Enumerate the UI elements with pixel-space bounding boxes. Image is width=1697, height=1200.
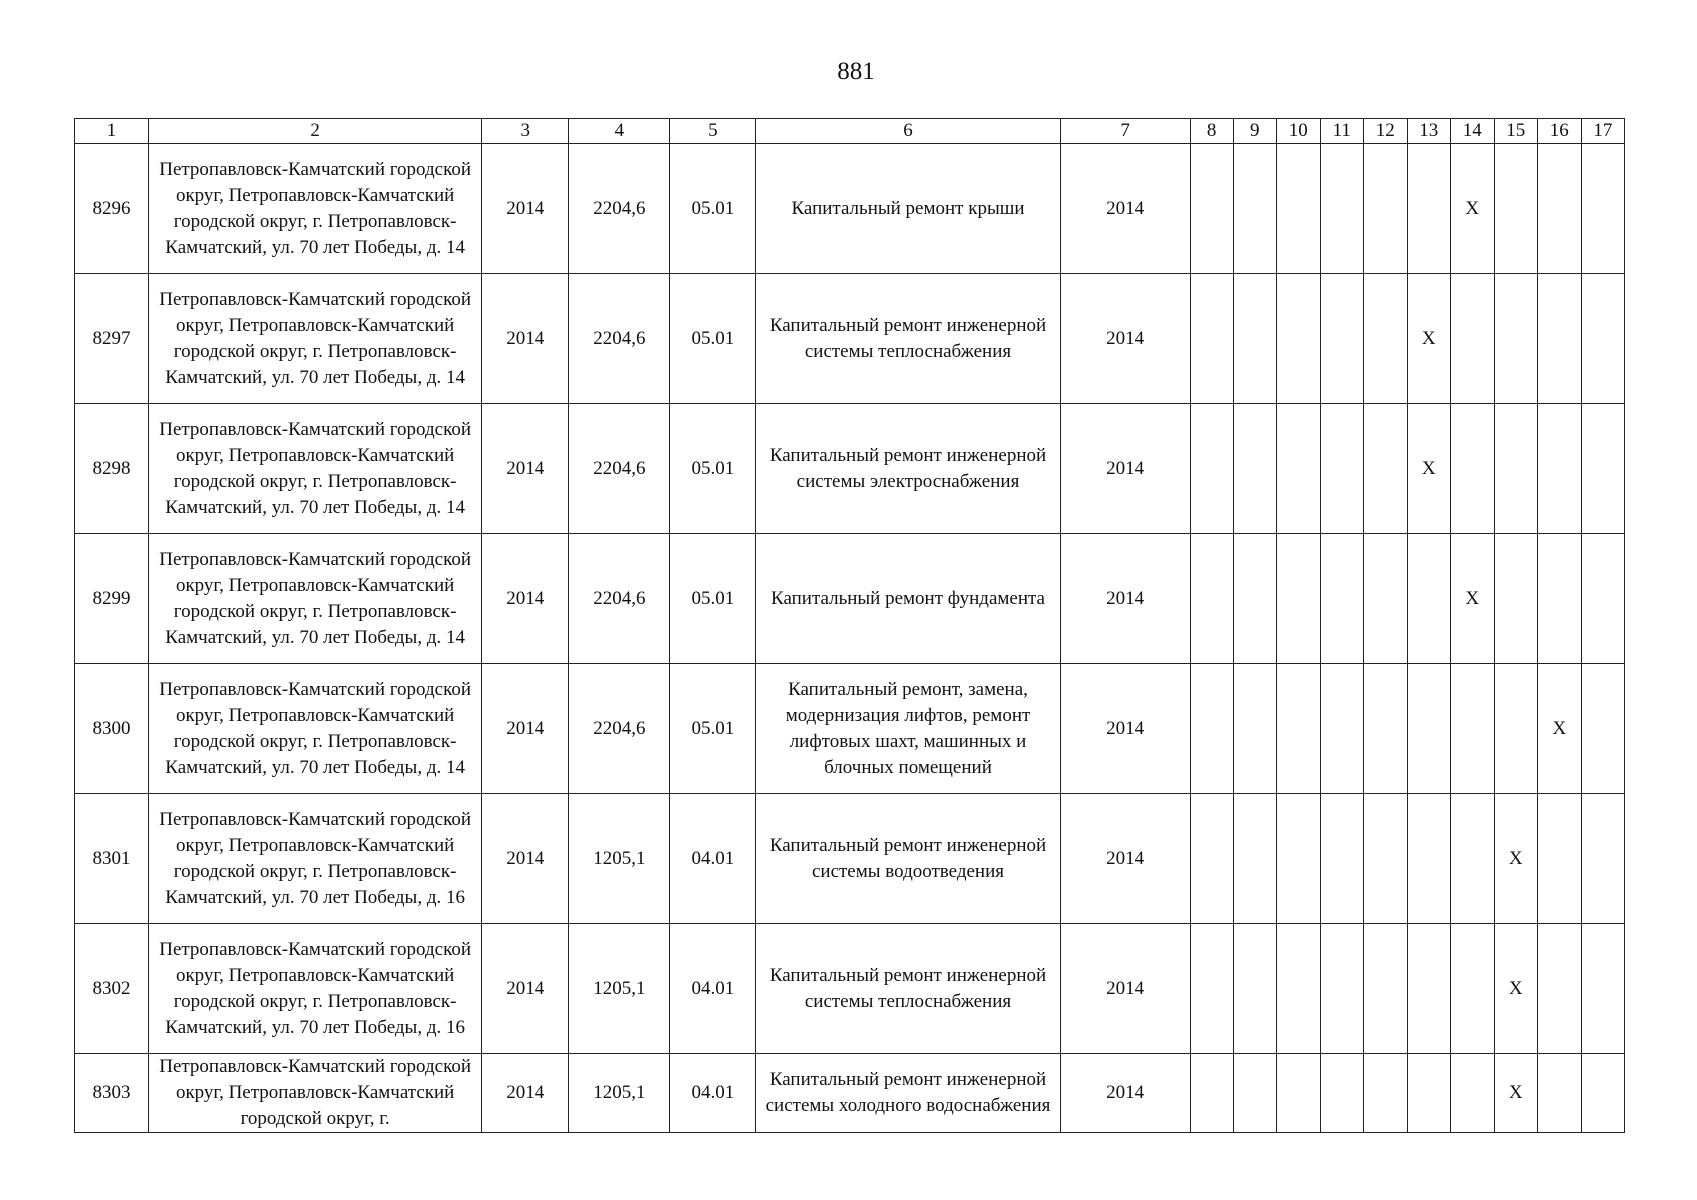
column-header: 8 bbox=[1190, 119, 1233, 144]
code-cell: 04.01 bbox=[670, 1054, 756, 1133]
column-header: 17 bbox=[1581, 119, 1624, 144]
table-row bbox=[75, 144, 1625, 274]
mark-cell bbox=[1494, 664, 1537, 794]
work-type-cell: Капитальный ремонт крыши bbox=[756, 144, 1060, 274]
mark-cell: X bbox=[1494, 1054, 1537, 1133]
year-cell: 2014 bbox=[482, 404, 569, 534]
mark-cell bbox=[1190, 1054, 1233, 1133]
mark-cell bbox=[1407, 144, 1450, 274]
mark-cell bbox=[1581, 274, 1624, 404]
table-body bbox=[75, 144, 1625, 1133]
mark-cell bbox=[1363, 1054, 1407, 1133]
mark-cell bbox=[1581, 1054, 1624, 1133]
work-type-cell: Капитальный ремонт инженерной системы электроснабжения bbox=[756, 404, 1060, 534]
mark-cell bbox=[1494, 144, 1537, 274]
mark-cell bbox=[1581, 144, 1624, 274]
table-row bbox=[75, 274, 1625, 404]
area-cell: 2204,6 bbox=[569, 534, 670, 664]
mark-cell bbox=[1320, 404, 1363, 534]
mark-cell bbox=[1190, 664, 1233, 794]
mark-cell bbox=[1233, 1054, 1276, 1133]
mark-cell bbox=[1190, 274, 1233, 404]
year-cell: 2014 bbox=[482, 274, 569, 404]
mark-cell bbox=[1363, 664, 1407, 794]
year-cell: 2014 bbox=[482, 1054, 569, 1133]
mark-cell bbox=[1276, 664, 1320, 794]
column-header: 9 bbox=[1233, 119, 1276, 144]
row-number: 8303 bbox=[75, 1054, 149, 1133]
area-cell: 1205,1 bbox=[569, 924, 670, 1054]
address-cell: Петропавловск-Камчатский городской округ, Петропавловск-Камчатский городской округ, г. Петропавловск-Камчатский, ул. 70 лет Победы, д. 14 bbox=[149, 534, 482, 664]
capital-repair-table bbox=[74, 118, 1625, 1133]
mark-cell bbox=[1276, 794, 1320, 924]
mark-cell bbox=[1320, 274, 1363, 404]
mark-cell bbox=[1363, 404, 1407, 534]
mark-cell: X bbox=[1407, 274, 1450, 404]
mark-cell bbox=[1581, 794, 1624, 924]
mark-cell bbox=[1407, 1054, 1450, 1133]
mark-cell bbox=[1537, 274, 1581, 404]
mark-cell bbox=[1233, 794, 1276, 924]
plan-year-cell: 2014 bbox=[1060, 1054, 1190, 1133]
mark-cell bbox=[1320, 144, 1363, 274]
row-number: 8296 bbox=[75, 144, 149, 274]
year-cell: 2014 bbox=[482, 144, 569, 274]
area-cell: 2204,6 bbox=[569, 404, 670, 534]
plan-year-cell: 2014 bbox=[1060, 144, 1190, 274]
mark-cell bbox=[1494, 274, 1537, 404]
column-header: 3 bbox=[482, 119, 569, 144]
mark-cell bbox=[1581, 664, 1624, 794]
address-cell: Петропавловск-Камчатский городской округ, Петропавловск-Камчатский городской округ, г. Петропавловск-Камчатский, ул. 70 лет Победы, д. 16 bbox=[149, 924, 482, 1054]
area-cell: 2204,6 bbox=[569, 664, 670, 794]
column-header: 15 bbox=[1494, 119, 1537, 144]
mark-cell bbox=[1276, 924, 1320, 1054]
mark-cell bbox=[1190, 794, 1233, 924]
work-type-cell: Капитальный ремонт, замена, модернизация лифтов, ремонт лифтовых шахт, машинных и блочных помещений bbox=[756, 664, 1060, 794]
row-number: 8302 bbox=[75, 924, 149, 1054]
row-number: 8297 bbox=[75, 274, 149, 404]
mark-cell bbox=[1450, 794, 1494, 924]
mark-cell: X bbox=[1537, 664, 1581, 794]
mark-cell bbox=[1190, 534, 1233, 664]
mark-cell bbox=[1581, 924, 1624, 1054]
table-row bbox=[75, 664, 1625, 794]
mark-cell bbox=[1537, 534, 1581, 664]
address-cell: Петропавловск-Камчатский городской округ, Петропавловск-Камчатский городской округ, г. Петропавловск-Камчатский, ул. 70 лет Победы, д. 16 bbox=[149, 794, 482, 924]
column-header: 13 bbox=[1407, 119, 1450, 144]
mark-cell: X bbox=[1450, 144, 1494, 274]
page-number: 881 bbox=[837, 58, 875, 85]
mark-cell bbox=[1363, 794, 1407, 924]
mark-cell bbox=[1494, 404, 1537, 534]
mark-cell bbox=[1450, 924, 1494, 1054]
area-cell: 2204,6 bbox=[569, 144, 670, 274]
work-type-cell: Капитальный ремонт инженерной системы холодного водоснабжения bbox=[756, 1054, 1060, 1133]
mark-cell bbox=[1537, 1054, 1581, 1133]
mark-cell bbox=[1537, 924, 1581, 1054]
code-cell: 05.01 bbox=[670, 664, 756, 794]
column-header: 2 bbox=[149, 119, 482, 144]
table-row bbox=[75, 924, 1625, 1054]
table-row bbox=[75, 794, 1625, 924]
plan-year-cell: 2014 bbox=[1060, 274, 1190, 404]
column-header: 6 bbox=[756, 119, 1060, 144]
plan-year-cell: 2014 bbox=[1060, 664, 1190, 794]
mark-cell: X bbox=[1450, 534, 1494, 664]
address-cell: Петропавловск-Камчатский городской округ, Петропавловск-Камчатский городской округ, г. Петропавловск-Камчатский, ул. 70 лет Победы, д. 14 bbox=[149, 404, 482, 534]
mark-cell: X bbox=[1494, 924, 1537, 1054]
mark-cell bbox=[1233, 534, 1276, 664]
mark-cell bbox=[1494, 534, 1537, 664]
mark-cell bbox=[1276, 274, 1320, 404]
mark-cell bbox=[1363, 534, 1407, 664]
mark-cell bbox=[1537, 144, 1581, 274]
mark-cell bbox=[1581, 404, 1624, 534]
column-header: 11 bbox=[1320, 119, 1363, 144]
mark-cell bbox=[1537, 794, 1581, 924]
plan-year-cell: 2014 bbox=[1060, 794, 1190, 924]
column-header: 12 bbox=[1363, 119, 1407, 144]
mark-cell bbox=[1276, 404, 1320, 534]
row-number: 8298 bbox=[75, 404, 149, 534]
row-number: 8300 bbox=[75, 664, 149, 794]
mark-cell bbox=[1407, 924, 1450, 1054]
mark-cell bbox=[1233, 924, 1276, 1054]
mark-cell bbox=[1450, 404, 1494, 534]
year-cell: 2014 bbox=[482, 924, 569, 1054]
table-row bbox=[75, 404, 1625, 534]
code-cell: 05.01 bbox=[670, 534, 756, 664]
mark-cell bbox=[1581, 534, 1624, 664]
area-cell: 2204,6 bbox=[569, 274, 670, 404]
mark-cell bbox=[1233, 274, 1276, 404]
column-header: 10 bbox=[1276, 119, 1320, 144]
mark-cell: X bbox=[1494, 794, 1537, 924]
mark-cell bbox=[1320, 794, 1363, 924]
table-row bbox=[75, 534, 1625, 664]
address-cell: Петропавловск-Камчатский городской округ, Петропавловск-Камчатский городской округ, г. Петропавловск-Камчатский, ул. 70 лет Победы, д. 14 bbox=[149, 664, 482, 794]
mark-cell bbox=[1363, 924, 1407, 1054]
mark-cell bbox=[1233, 404, 1276, 534]
column-header: 7 bbox=[1060, 119, 1190, 144]
mark-cell bbox=[1233, 144, 1276, 274]
year-cell: 2014 bbox=[482, 664, 569, 794]
mark-cell bbox=[1320, 924, 1363, 1054]
area-cell: 1205,1 bbox=[569, 794, 670, 924]
mark-cell bbox=[1190, 144, 1233, 274]
mark-cell bbox=[1276, 144, 1320, 274]
code-cell: 05.01 bbox=[670, 144, 756, 274]
column-header: 16 bbox=[1537, 119, 1581, 144]
mark-cell bbox=[1276, 1054, 1320, 1133]
column-header: 1 bbox=[75, 119, 149, 144]
mark-cell bbox=[1363, 144, 1407, 274]
plan-year-cell: 2014 bbox=[1060, 924, 1190, 1054]
mark-cell bbox=[1450, 664, 1494, 794]
mark-cell bbox=[1537, 404, 1581, 534]
column-header: 14 bbox=[1450, 119, 1494, 144]
row-number: 8299 bbox=[75, 534, 149, 664]
code-cell: 04.01 bbox=[670, 794, 756, 924]
mark-cell: X bbox=[1407, 404, 1450, 534]
plan-year-cell: 2014 bbox=[1060, 534, 1190, 664]
work-type-cell: Капитальный ремонт инженерной системы теплоснабжения bbox=[756, 274, 1060, 404]
row-number: 8301 bbox=[75, 794, 149, 924]
column-header: 5 bbox=[670, 119, 756, 144]
mark-cell bbox=[1320, 664, 1363, 794]
work-type-cell: Капитальный ремонт фундамента bbox=[756, 534, 1060, 664]
column-header: 4 bbox=[569, 119, 670, 144]
table-row bbox=[75, 1054, 1625, 1133]
header-row bbox=[75, 119, 1625, 144]
mark-cell bbox=[1407, 534, 1450, 664]
address-cell: Петропавловск-Камчатский городской округ, Петропавловск-Камчатский городской округ, г. Петропавловск-Камчатский, ул. 70 лет Победы, д. 14 bbox=[149, 144, 482, 274]
mark-cell bbox=[1320, 534, 1363, 664]
mark-cell bbox=[1190, 924, 1233, 1054]
year-cell: 2014 bbox=[482, 534, 569, 664]
area-cell: 1205,1 bbox=[569, 1054, 670, 1133]
mark-cell bbox=[1450, 274, 1494, 404]
mark-cell bbox=[1190, 404, 1233, 534]
year-cell: 2014 bbox=[482, 794, 569, 924]
mark-cell bbox=[1450, 1054, 1494, 1133]
address-cell: Петропавловск-Камчатский городской округ, Петропавловск-Камчатский городской округ, г. bbox=[149, 1054, 482, 1133]
work-type-cell: Капитальный ремонт инженерной системы водоотведения bbox=[756, 794, 1060, 924]
work-type-cell: Капитальный ремонт инженерной системы теплоснабжения bbox=[756, 924, 1060, 1054]
code-cell: 05.01 bbox=[670, 274, 756, 404]
mark-cell bbox=[1276, 534, 1320, 664]
mark-cell bbox=[1407, 664, 1450, 794]
mark-cell bbox=[1320, 1054, 1363, 1133]
mark-cell bbox=[1363, 274, 1407, 404]
mark-cell bbox=[1233, 664, 1276, 794]
plan-year-cell: 2014 bbox=[1060, 404, 1190, 534]
address-cell: Петропавловск-Камчатский городской округ, Петропавловск-Камчатский городской округ, г. Петропавловск-Камчатский, ул. 70 лет Победы, д. 14 bbox=[149, 274, 482, 404]
code-cell: 05.01 bbox=[670, 404, 756, 534]
code-cell: 04.01 bbox=[670, 924, 756, 1054]
mark-cell bbox=[1407, 794, 1450, 924]
